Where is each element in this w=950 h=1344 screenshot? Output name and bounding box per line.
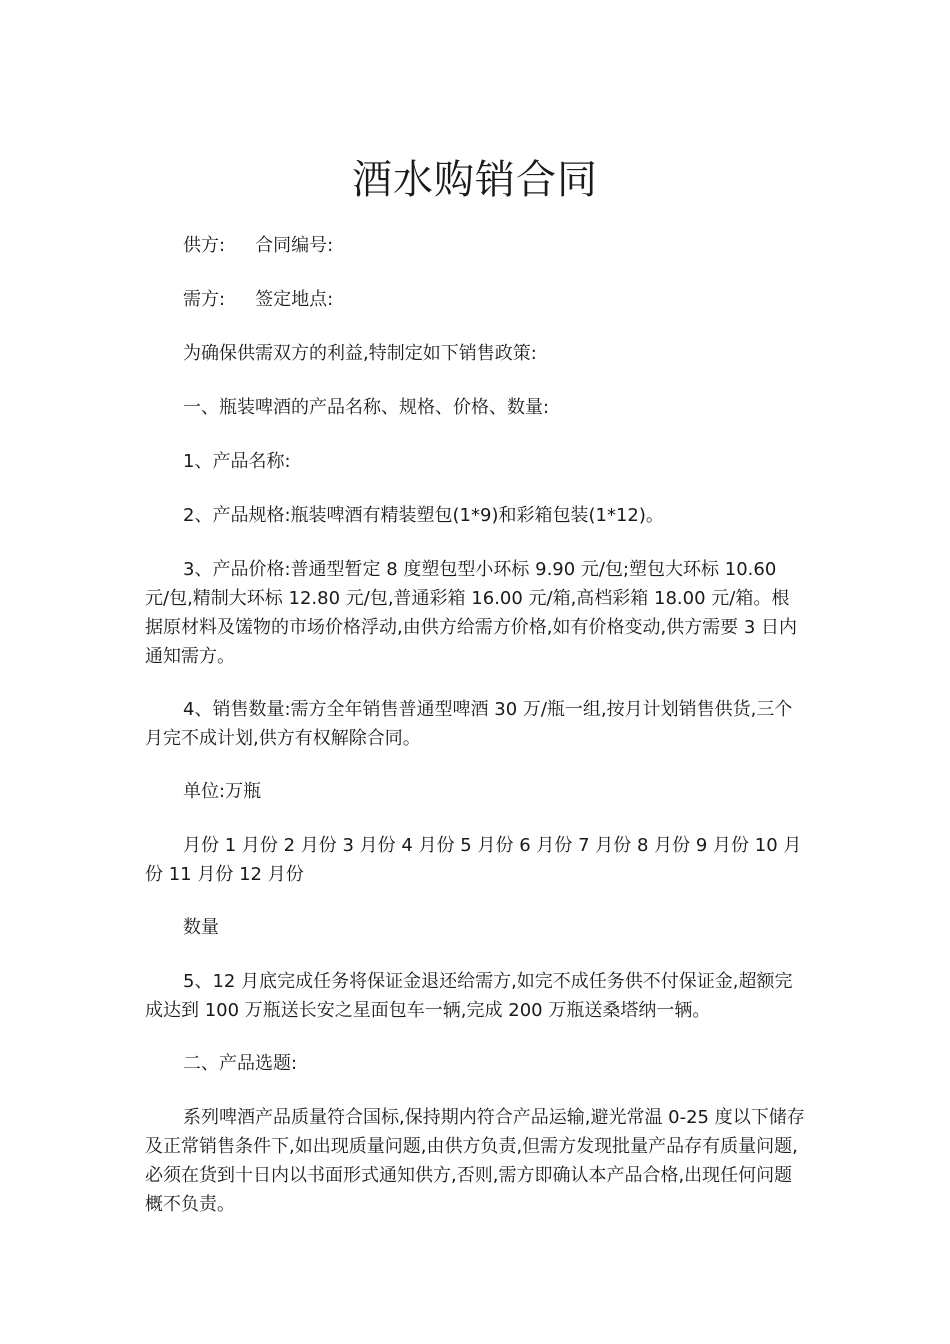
signing-place-label: 签定地点: xyxy=(255,289,334,310)
section-2-body: 系列啤酒产品质量符合国标,保持期内符合产品运输,避光常温 0-25 度以下储存及正常销售条件下,如出现质量问题,由供方负责,但需方发现批量产品存有质量问题,必须在货到十日内以书面形式通知供方,否则,需方即确认本产品合格,出现任何问题概不负责。 xyxy=(145,1107,805,1215)
item-1-product-name: 1、产品名称: xyxy=(183,451,291,472)
item-3-product-price: 3、产品价格:普通型暂定 8 度塑包型小环标 9.90 元/包;塑包大环标 10.60 元/包,精制大环标 12.80 元/包,普通彩箱 16.00 元/箱,高档彩箱 18.00 元/箱。根据原材料及馐物的市场价格浮动,由供方给需方价格,如有价格变动,供方需要 3 日内通知需方。 xyxy=(145,559,798,667)
buyer-label: 需方: xyxy=(183,289,226,310)
intro-paragraph: 为确保供需双方的利益,特制定如下销售政策: xyxy=(183,343,537,364)
parties-line-supplier xyxy=(145,231,805,260)
quantity-line: 数量 xyxy=(183,917,219,938)
contract-number-label: 合同编号: xyxy=(255,235,334,256)
section-1-heading: 一、瓶装啤酒的产品名称、规格、价格、数量: xyxy=(183,397,550,418)
unit-line: 单位:万瓶 xyxy=(183,781,262,802)
section-2-heading: 二、产品选题: xyxy=(183,1053,298,1074)
item-4-sales-quantity: 4、销售数量:需方全年销售普通型啤酒 30 万/瓶一组,按月计划销售供货,三个月完不成计划,供方有权解除合同。 xyxy=(145,699,793,749)
item-2-product-spec: 2、产品规格:瓶装啤酒有精装塑包(1*9)和彩箱包装(1*12)。 xyxy=(183,505,664,526)
document-title: 酒水购销合同 xyxy=(352,157,598,203)
item-5-deposit: 5、12 月底完成任务将保证金退还给需方,如完不成任务供不付保证金,超额完成达到 100 万瓶送长安之星面包车一辆,完成 200 万瓶送桑塔纳一辆。 xyxy=(145,971,793,1021)
months-line: 月份 1 月份 2 月份 3 月份 4 月份 5 月份 6 月份 7 月份 8 月份 9 月份 10 月份 11 月份 12 月份 xyxy=(145,835,802,885)
parties-line-buyer xyxy=(145,285,805,314)
supplier-label: 供方: xyxy=(183,235,226,256)
